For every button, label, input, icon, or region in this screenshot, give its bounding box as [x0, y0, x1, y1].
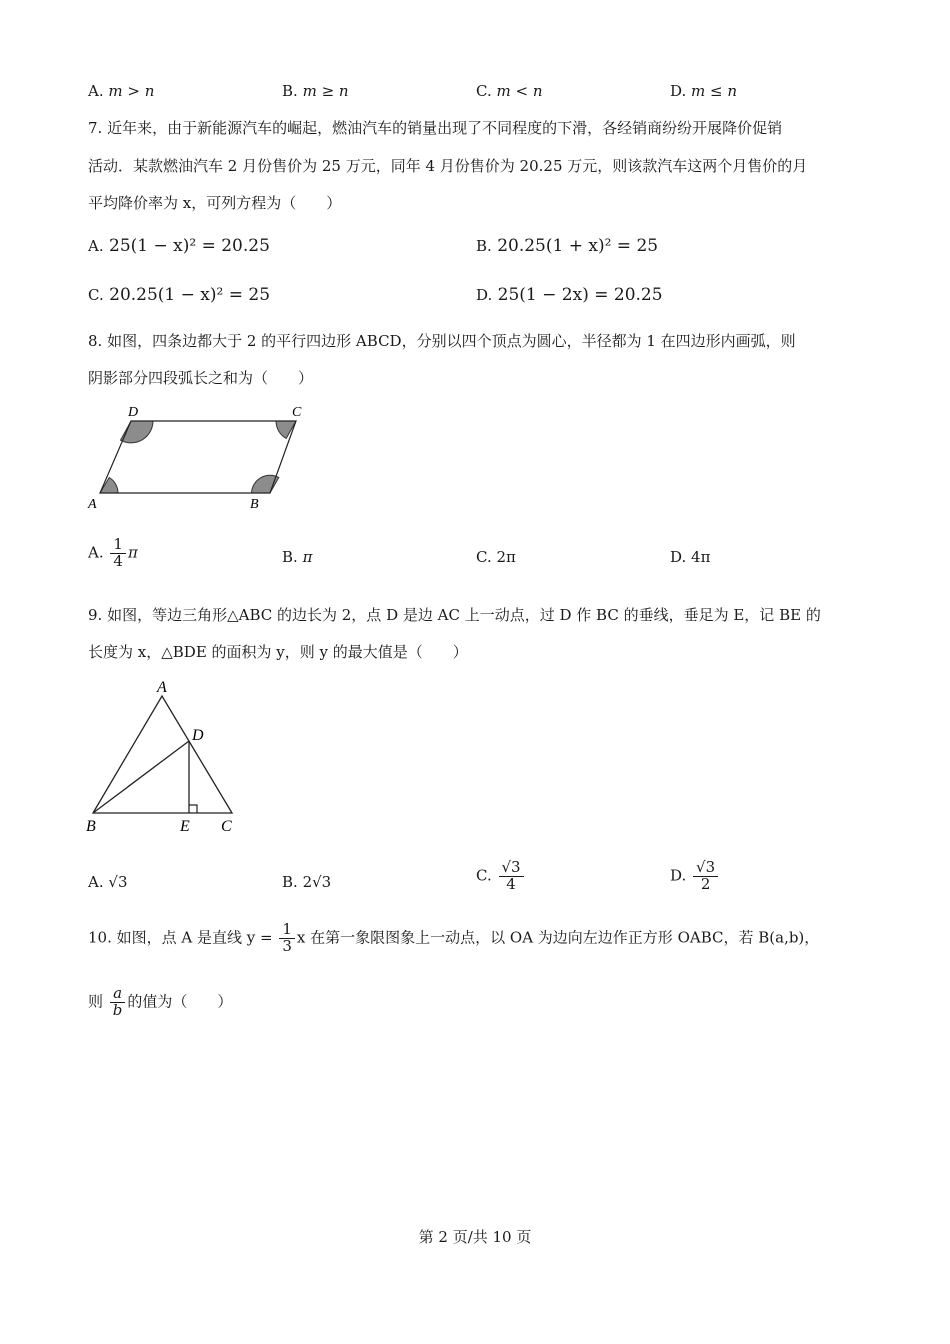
- triangle-abc: [93, 696, 232, 813]
- page-footer: 第 2 页/共 10 页: [418, 1228, 532, 1246]
- label-a: A: [157, 679, 167, 696]
- q9-option-b: B. 2√3: [282, 873, 332, 891]
- q8-option-c: C. 2π: [476, 548, 516, 566]
- q9-option-c: C. $\frac{√3}{4}$: [476, 860, 526, 893]
- q9-option-a: A. √3: [88, 873, 128, 891]
- triangle-figure: [80, 674, 250, 838]
- label-e: E: [180, 818, 190, 835]
- q8-option-b: B. π: [282, 548, 313, 566]
- sector-b: [252, 475, 279, 493]
- q8-option-d: D. 4π: [670, 548, 711, 566]
- q9-option-d: D. $\frac{√3}{2}$: [670, 860, 720, 893]
- label-b: B: [86, 818, 96, 835]
- q8-option-a: A. $\frac{1}{4}$ π: [88, 535, 138, 570]
- q9-line-2: 长度为 x，△BDE 的面积为 y，则 y 的最大值是（ ）: [88, 643, 468, 661]
- parallelogram-figure: [80, 400, 340, 518]
- q7-line-3: 平均降价率为 x，可列方程为（ ）: [88, 194, 342, 212]
- q10-line-1: 10. 如图，点 A 是直线 y = $\frac{1}{3}$ x 在第一象限图象上一动点，以 OA 为边向左边作正方形 OABC，若 B(a,b)，: [88, 920, 820, 955]
- q6-option-b: B. m ≥ n: [282, 82, 349, 100]
- q7-option-d: D. 25(1 − 2x) = 20.25: [476, 285, 663, 305]
- label-c: C: [221, 818, 232, 835]
- q7-option-b: B. 20.25(1 + x)² = 25: [476, 236, 659, 256]
- q7-line-2: 活动．某款燃油汽车 2 月份售价为 25 万元，同年 4 月份售价为 20.25 万元，则该款汽车这两个月售价的月: [88, 157, 808, 175]
- right-angle-mark: [189, 805, 197, 813]
- label-b: B: [250, 497, 259, 512]
- label-c: C: [292, 405, 302, 420]
- label-a: A: [88, 497, 97, 512]
- sector-d: [121, 421, 154, 443]
- q8-line-2: 阴影部分四段弧长之和为（ ）: [88, 369, 314, 387]
- q8-line-1: 8. 如图，四条边都大于 2 的平行四边形 ABCD，分别以四个顶点为圆心，半径都为 1 在四边形内画弧，则: [88, 332, 796, 350]
- label-d: D: [192, 727, 204, 744]
- q10-line-2: 则 $\frac{a}{b}$ 的值为（ ）: [88, 984, 233, 1019]
- q7-option-c: C. 20.25(1 − x)² = 25: [88, 285, 271, 305]
- segment-bd: [93, 741, 189, 813]
- q9-line-1: 9. 如图，等边三角形△ABC 的边长为 2，点 D 是边 AC 上一动点，过 D 作 BC 的垂线，垂足为 E，记 BE 的: [88, 606, 821, 624]
- q6-option-c: C. m < n: [476, 82, 543, 100]
- q7-line-1: 7. 近年来，由于新能源汽车的崛起，燃油汽车的销量出现了不同程度的下滑，各经销商纷纷开展降价促销: [88, 119, 783, 137]
- q6-option-a: A. m > n: [88, 82, 155, 100]
- label-d: D: [128, 405, 139, 420]
- q6-option-d: D. m ≤ n: [670, 82, 738, 100]
- q7-option-a: A. 25(1 − x)² = 20.25: [88, 236, 270, 256]
